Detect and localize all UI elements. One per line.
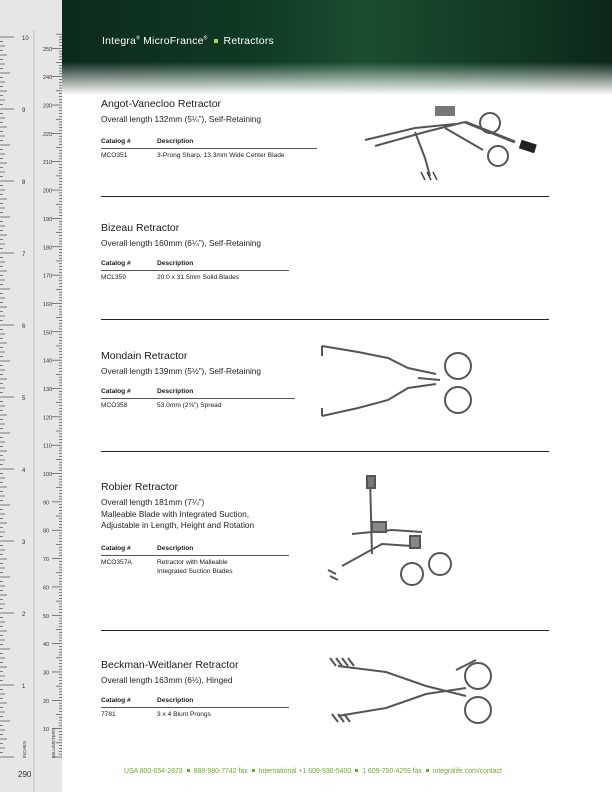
description-header: Description xyxy=(157,260,194,267)
sub-brand-name: MicroFrance xyxy=(143,35,204,47)
table-rule xyxy=(101,148,317,149)
product-robier xyxy=(101,481,255,575)
mondain-retractor-image xyxy=(318,338,483,423)
mm-label: 180 xyxy=(43,245,53,252)
table-header xyxy=(101,388,194,395)
product-subtitle xyxy=(101,497,254,532)
mm-label: 240 xyxy=(43,75,53,82)
inch-label: 5 xyxy=(22,396,26,402)
catalog-number: MCO351 xyxy=(101,152,128,159)
header-fade xyxy=(62,62,612,95)
subtitle-length: Overall length 181mm (7¼”) xyxy=(101,497,205,507)
table-rule xyxy=(101,398,295,399)
item-description: 3 x 4 Blunt Prongs xyxy=(157,711,211,718)
mm-label: 50 xyxy=(43,613,50,620)
inch-label: 9 xyxy=(22,108,26,114)
table-header xyxy=(101,138,194,145)
mm-label: 170 xyxy=(43,273,53,280)
usa-phone: USA 800-654-2873 xyxy=(124,768,183,775)
mm-label: 250 xyxy=(43,46,53,53)
table-header xyxy=(101,697,194,704)
mm-label: 120 xyxy=(43,415,53,422)
product-title: Bizeau Retractor xyxy=(101,222,180,234)
catalog-header: Catalog # xyxy=(101,138,131,145)
product-title: Beckman-Weitlaner Retractor xyxy=(101,659,239,671)
international-phone: International +1 609-936-5400 xyxy=(258,768,352,775)
mm-label: 190 xyxy=(43,216,53,223)
inch-label: 7 xyxy=(22,252,26,258)
international-fax: 1 609-750-4259 fax xyxy=(362,768,422,775)
table-row xyxy=(101,711,211,718)
catalog-number: 7781 xyxy=(101,711,116,718)
inch-label: 2 xyxy=(22,612,26,618)
table-row xyxy=(101,559,228,566)
inch-label: 10 xyxy=(22,36,29,42)
product-bizeau xyxy=(101,222,262,281)
mm-label: 70 xyxy=(43,557,50,564)
contact-website: integralife.com/contact xyxy=(432,768,502,775)
brand-trademark: ® xyxy=(136,35,140,42)
header-brand xyxy=(102,35,274,47)
usa-fax: 888-980-7742 fax xyxy=(193,768,248,775)
bullet-square-icon xyxy=(355,769,358,772)
bullet-square-icon xyxy=(187,769,190,772)
mm-label: 150 xyxy=(43,330,53,337)
subtitle-feature: Malleable Blade with Integrated Suction, xyxy=(101,508,250,519)
mm-label: 40 xyxy=(43,642,50,649)
description-header: Description xyxy=(157,545,194,552)
brand-name: Integra xyxy=(102,35,137,47)
catalog-header: Catalog # xyxy=(101,697,131,704)
item-description: Retractor with Malleable xyxy=(157,559,228,566)
catalog-number: MCL359 xyxy=(101,274,126,281)
subtitle-adjust: Adjustable in Length, Height and Rotation xyxy=(101,520,255,530)
mm-label: 210 xyxy=(43,160,53,167)
page-header xyxy=(62,0,612,95)
measurement-ruler xyxy=(0,0,62,792)
product-subtitle: Overall length 160mm (6¼”), Self-Retaining xyxy=(101,238,262,248)
mm-label: 160 xyxy=(43,301,53,308)
mm-label: 10 xyxy=(43,727,50,734)
inch-label: 1 xyxy=(22,684,26,690)
product-subtitle: Overall length 139mm (5½”), Self-Retaining xyxy=(101,366,262,376)
bullet-square-icon xyxy=(214,39,218,43)
mm-axis-label: MILLIMETERS xyxy=(51,727,56,758)
table-row xyxy=(101,274,240,281)
mm-label: 80 xyxy=(43,528,50,535)
table-header xyxy=(101,260,194,267)
item-description: 3-Prong Sharp, 13.3mm Wide Center Blade xyxy=(157,152,285,159)
catalog-header: Catalog # xyxy=(101,260,131,267)
table-rule xyxy=(101,555,289,556)
mm-label: 220 xyxy=(43,131,53,138)
section-divider xyxy=(101,319,549,320)
bullet-square-icon xyxy=(252,769,255,772)
table-row xyxy=(101,402,222,409)
angot-vanecloo-retractor-image xyxy=(355,98,545,193)
mm-label: 100 xyxy=(43,472,53,479)
product-title: Mondain Retractor xyxy=(101,350,188,362)
catalog-header: Catalog # xyxy=(101,545,131,552)
table-rule xyxy=(101,270,289,271)
mm-label: 60 xyxy=(43,585,50,592)
beckman-weitlaner-retractor-image xyxy=(326,652,501,732)
inches-axis-label: INCHES xyxy=(22,740,27,758)
inch-label: 3 xyxy=(22,540,26,546)
bullet-square-icon xyxy=(426,769,429,772)
table-header xyxy=(101,545,194,552)
ruler-graphic xyxy=(0,0,62,792)
section-divider xyxy=(101,630,549,631)
item-description-line2: Integrated Suction Blades xyxy=(157,568,233,575)
mm-label: 20 xyxy=(43,698,50,705)
catalog-number: MCO358 xyxy=(101,402,128,409)
table-rule xyxy=(101,707,289,708)
item-description: 53.0mm (2⅝”) Spread xyxy=(157,402,222,409)
section-divider xyxy=(101,196,549,197)
section-name: Retractors xyxy=(223,35,274,47)
catalog-header: Catalog # xyxy=(101,388,131,395)
mm-label: 110 xyxy=(43,443,52,450)
section-divider xyxy=(101,451,549,452)
page-number: 290 xyxy=(18,770,32,779)
product-title: Angot-Vanecloo Retractor xyxy=(101,98,222,110)
mm-label: 90 xyxy=(43,500,50,507)
catalog-number: MCO357A xyxy=(101,559,132,566)
mm-label: 230 xyxy=(43,103,53,110)
mm-label: 30 xyxy=(43,670,50,677)
product-title: Robier Retractor xyxy=(101,481,179,493)
product-subtitle: Overall length 163mm (6½), Hinged xyxy=(101,675,233,685)
table-row xyxy=(101,152,285,159)
sub-brand-trademark: ® xyxy=(203,35,208,42)
mm-label: 140 xyxy=(43,358,53,365)
mm-label: 200 xyxy=(43,188,53,195)
description-header: Description xyxy=(157,697,194,704)
mm-label: 130 xyxy=(43,386,53,393)
robier-retractor-image xyxy=(322,474,467,594)
description-header: Description xyxy=(157,388,194,395)
page-footer xyxy=(124,768,502,775)
product-mondain xyxy=(101,350,262,409)
inch-label: 6 xyxy=(22,324,26,330)
inch-label: 4 xyxy=(22,468,26,474)
product-beckman-weitlaner xyxy=(101,659,239,718)
product-angot-vanecloo xyxy=(101,98,285,159)
inch-label: 8 xyxy=(22,180,26,186)
product-subtitle: Overall length 132mm (5¼”), Self-Retaining xyxy=(101,114,262,124)
description-header: Description xyxy=(157,138,194,145)
item-description: 20.0 x 31.5mm Solid Blades xyxy=(157,274,240,281)
